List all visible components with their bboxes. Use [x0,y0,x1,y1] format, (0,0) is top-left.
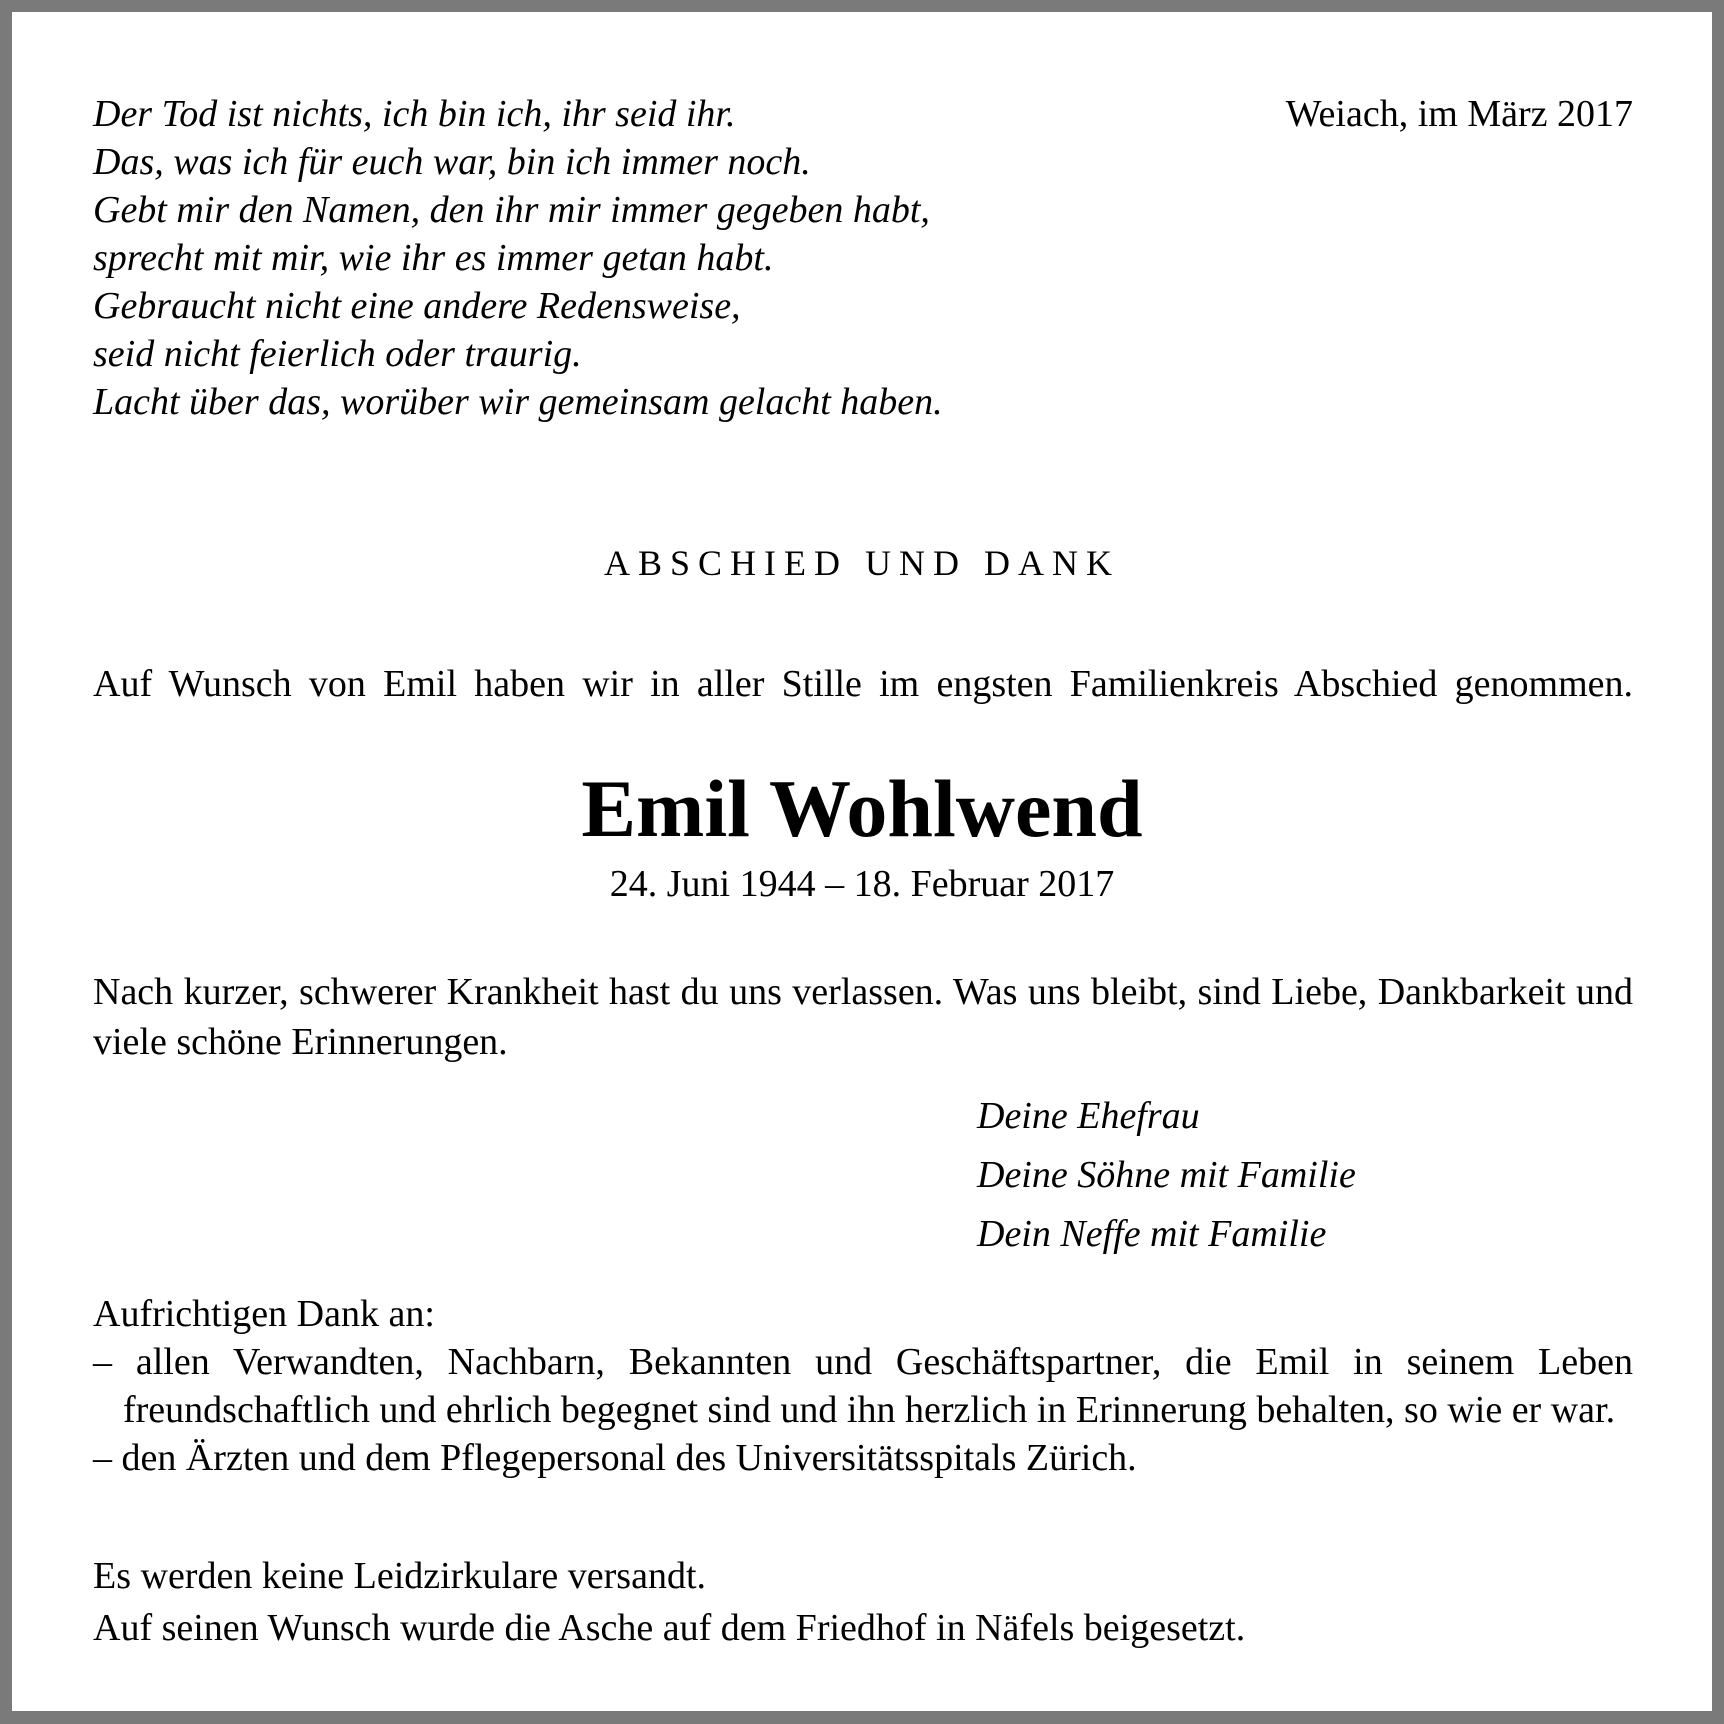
closing-line: Auf seinen Wunsch wurde die Asche auf dem Friedhof in Näfels beigesetzt. [93,1607,1246,1649]
signature-line: Deine Söhne mit Familie [977,1154,1356,1196]
poem-line: sprecht mit mir, wie ihr es immer getan habt. [93,237,774,279]
closing-notes [93,1550,1245,1654]
poem-line: seid nicht feierlich oder traurig. [93,333,582,375]
intro-text: Auf Wunsch von Emil haben wir in aller Stille im engsten Familienkreis Abschied genommen. [93,663,1633,705]
heading: ABSCHIED UND DANK [603,543,1120,583]
thanks-section [93,1290,1633,1482]
poem-line: Gebt mir den Namen, den ihr mir immer gegeben habt, [93,189,930,231]
thanks-item: – allen Verwandten, Nachbarn, Bekannten und Geschäftspartner, die Emil in seinem Leben freundschaftlich und ehrlich begegnet sind und ihn herzlich in Erinnerung behalten, so wie er war. [93,1341,1633,1431]
life-dates: 24. Juni 1944 – 18. Februar 2017 [609,863,1115,905]
signature-line: Dein Neffe mit Familie [977,1213,1327,1255]
signature-line: Deine Ehefrau [977,1095,1200,1137]
signatures [977,1087,1356,1264]
poem-line: Der Tod ist nichts, ich bin ich, ihr seid ihr. [93,93,736,135]
poem-line: Lacht über das, worüber wir gemeinsam gelacht haben. [93,381,943,423]
thanks-title: Aufrichtigen Dank an: [93,1293,435,1335]
poem [93,90,943,426]
farewell-paragraph: Nach kurzer, schwerer Krankheit hast du uns verlassen. Was uns bleibt, sind Liebe, Dankbarkeit und viele schöne Erinnerungen. [93,971,1633,1063]
thanks-item: – den Ärzten und dem Pflegepersonal des Universitätsspitals Zürich. [93,1437,1137,1479]
poem-line: Das, was ich für euch war, bin ich immer noch. [93,141,811,183]
obituary-page [12,12,1712,1711]
poem-line: Gebraucht nicht eine andere Redensweise, [93,285,741,327]
place-date: Weiach, im März 2017 [1285,93,1633,135]
closing-line: Es werden keine Leidzirkulare versandt. [93,1555,707,1597]
deceased-name: Emil Wohlwend [581,763,1143,854]
